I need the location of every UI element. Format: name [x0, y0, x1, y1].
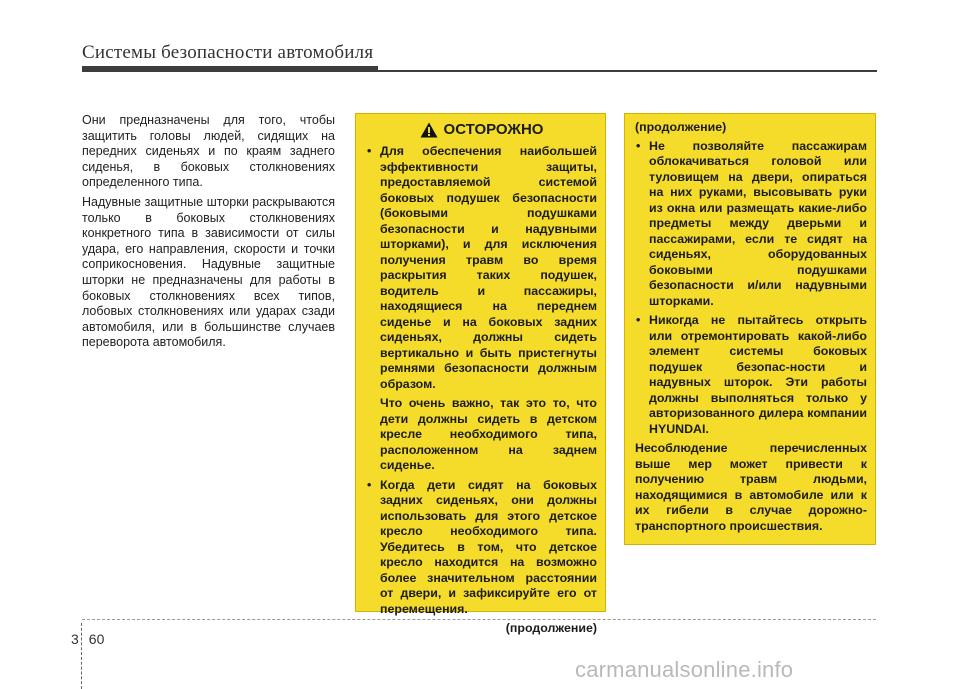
- page-number-value: 60: [88, 631, 105, 647]
- continued-label: (продолжение): [505, 621, 597, 635]
- header-bar: [82, 66, 378, 72]
- warning-bullet: • Никогда не пытайтесь открыть или отремонтировать какой-либо элемент системы боковых подушек безопас-ности и надувных шторок. Эти работы должны выполняться только у авторизованного дилера компании HYUNDAI.: [635, 313, 867, 437]
- warning-heading: [366, 122, 597, 138]
- continued-warning-box: [624, 113, 876, 545]
- warning-bullet: • Не позволяйте пассажирам облокачиваться головой или туловищем на двери, опираться на них руками, высовывать руки из окна или размещать какие-либо предметы между дверьми и пассажирами, если те сидят на сиденьях, оборудованных боковыми подушками безопасности и/или надувными шторками.: [635, 139, 867, 310]
- warning-title: ОСТОРОЖНО: [443, 121, 544, 139]
- body-text-column: [82, 113, 335, 355]
- body-paragraph: Они предназначены для того, чтобы защитить головы людей, сидящих на передних сиденьях и по краям заднего сиденья, в боковых столкновениях определенного типа.: [82, 113, 335, 190]
- page-number: [71, 631, 104, 647]
- page-header-title: Системы безопасности автомобиля: [82, 42, 374, 63]
- section-number: 3: [71, 631, 79, 647]
- warning-paragraph: Что очень важно, так это то, что дети должны сидеть в детском кресле необходимого типа, расположенном на заднем сиденье.: [380, 396, 597, 472]
- watermark: carmanualsonline.info: [575, 657, 794, 682]
- body-paragraph: Надувные защитные шторки раскрываются только в боковых столкновениях конкретного типа в зависимости от силы удара, его направления, скорости и точки соприкосновения. Надувные защитные шторки не предназначены для работы в боковых столкновениях всех типов, лобовых столкновениях или ударах сзади автомобиля, или в большинстве случаев переворота автомобиля.: [82, 194, 335, 350]
- warning-box: [355, 113, 606, 635]
- continued-heading: (продолжение): [635, 120, 727, 134]
- warning-bullet: • Для обеспечения наибольшей эффективности защиты, предоставляемой системой боковых подушек безопасности (боковыми подушками безопасности и надувными шторками), и для исключения получения травм во время раскрытия таких подушек, водитель и пассажиры, находящиеся на переднем сиденье и на боковых задних сиденьях, должны сидеть вертикально и быть пристегнуты ремнями безопасности должным образом.: [366, 144, 597, 392]
- warning-triangle-icon: [420, 122, 438, 138]
- warning-bullet: • Когда дети сидят на боковых задних сиденьях, они должны использовать для этого детское кресло необходимого типа. Убедитесь в том, что детское кресло находится на возможно более значительном расстоянии от двери, и зафиксируйте его от перемещения.: [366, 478, 597, 618]
- warning-closing-text: Несоблюдение перечисленных выше мер может привести к получению травм людьми, находящимися в автомобиле или к их гибели в случае дорожно-транспортного происшествия.: [635, 441, 867, 533]
- footer-divider: [82, 619, 876, 620]
- header-rule: [378, 70, 877, 72]
